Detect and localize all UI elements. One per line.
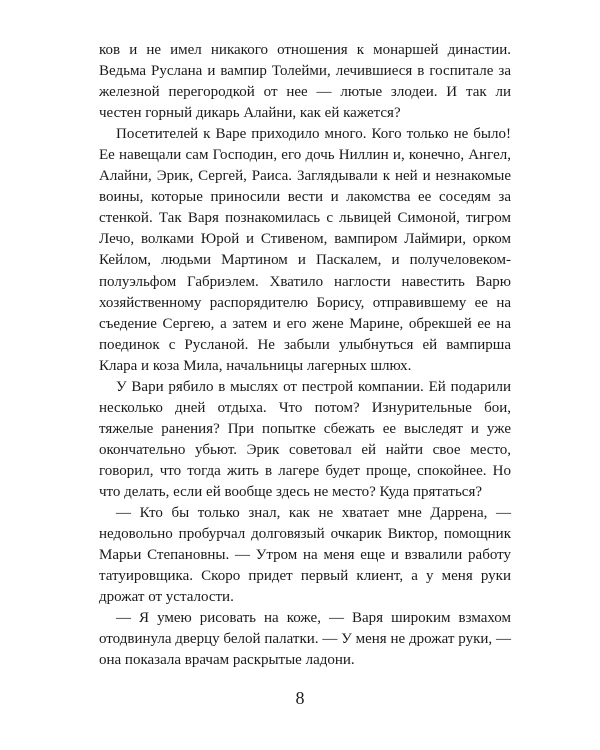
body-text	[99, 40, 511, 671]
paragraph-visitors: Посетителей к Варе приходило много. Кого только не было! Ее навещали сам Господин, его дочь Ниллин и, конечно, Ангел, Алайни, Эрик, Сергей, Раиса. Заглядывали к ней и незнакомые воины, которые приносили вести и лакомства ее соседям за стенкой. Так Варя познакомилась с львицей Симоной, тигром Лечо, волками Юрой и Стивеном, вампиром Лаймири, орком Кейлом, людьми Мартином и Паскалем, и получеловеком-полуэльфом Габриэлем. Хватило наглости навестить Варю хозяйственному распорядителю Борису, отправившему ее на съедение Сергею, а затем и его жене Марине, обрекшей ее на поединок с Русланой. Не забыли улыбнуться ей вампирша Клара и коза Мила, начальницы лагерных шлюх.	[99, 126, 511, 374]
paragraph-viktor-dialogue: — Кто бы только знал, как не хватает мне Даррена, — недовольно пробурчал долговязый очкарик Виктор, помощник Марьи Степановны. — Утром на меня еще и взвалили работу татуировщика. Скоро придет первый клиент, а у меня руки дрожат от усталости.	[99, 505, 511, 606]
paragraph-varya-thoughts: У Вари рябило в мыслях от пестрой компании. Ей подарили несколько дней отдыха. Что потом? Изнурительные бои, тяжелые ранения? При попытке сбежать ее выследят и уже окончательно убьют. Эрик советовал ей найти свое место, говорил, что тогда жить в лагере будет проще, спокойнее. Но что делать, если ей вообще здесь не место? Куда прятаться?	[99, 378, 511, 500]
paragraph-varya-dialogue: — Я умею рисовать на коже, — Варя широким взмахом отодвинула дверцу белой палатки. — У меня не дрожат руки, — она показала врачам раскрытые ладони.	[99, 610, 511, 669]
page-number: 8	[295, 688, 305, 708]
paragraph-continuation: ков и не имел никакого отношения к монаршей династии. Ведьма Руслана и вампир Толейми, лечившиеся в госпитале за железной перегородкой от нее — лютые злодеи. И так ли честен горный дикарь Алайни, как ей кажется?	[99, 42, 511, 122]
